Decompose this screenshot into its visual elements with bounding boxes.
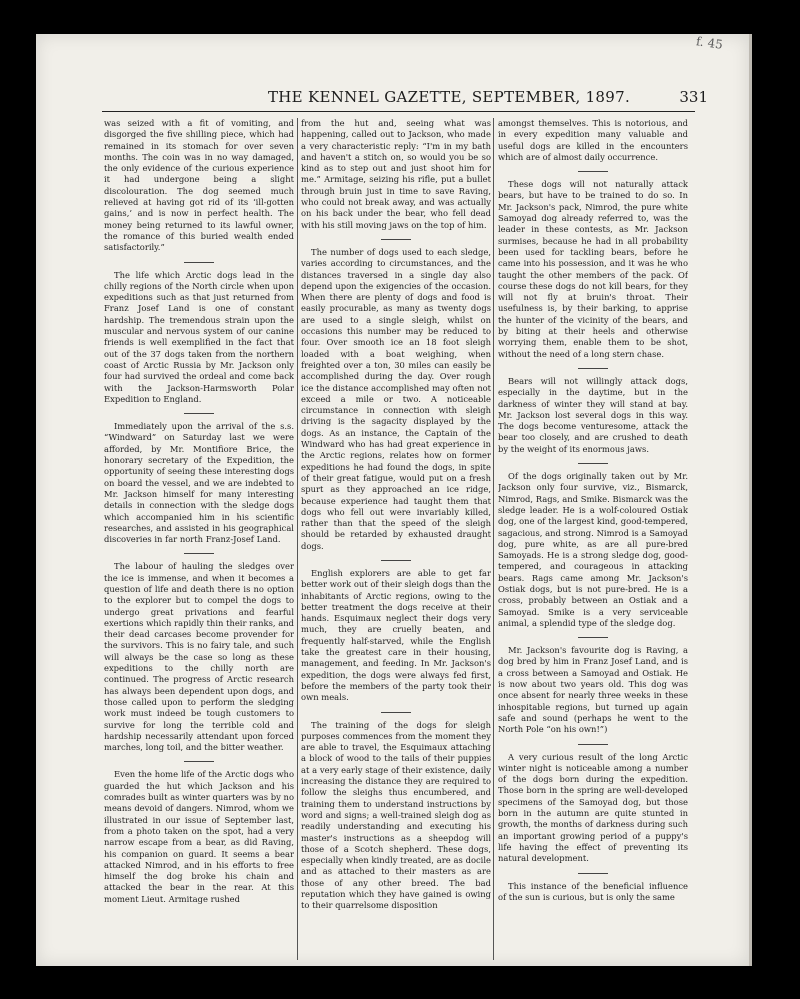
separator bbox=[578, 368, 608, 369]
separator bbox=[578, 744, 608, 745]
running-header bbox=[268, 88, 708, 108]
paragraph: The number of dogs used to each sledge, varies according to circumstances, and the distances traversed in a single day also depend upon the exigencies of the occasion. When there are plenty of dogs and food is easily procurable, as many as twenty dogs are used to a single sleigh, whilst on occasions this number may be reduced to four. Over smooth ice an 18 foot sleigh loaded with a boat weighing, when freighted over a ton, 30 miles can easily be accomplished during the day. Over rough ice the distance accomplished may often not exceed a mile or two. A noticeable circumstance in connection with sleigh driving is the sagacity displayed by the dogs. As an instance, the Captain of the Windward who has had great experience in the Arctic regions, relates how on former expeditions he had found the dogs, in spite of their great fatigue, would put on a fresh spurt as they approached an ice ridge, because experience had taught them that dogs who fell out were invariably killed, rather than that the speed of the sleigh should be retarded by exhausted draught dogs. bbox=[301, 246, 491, 551]
paragraph: The life which Arctic dogs lead in the chilly regions of the North circle when upon expeditions such as that just returned from Franz Josef Land is one of constant hardship. The tremendous strain upon the muscular and nervous system of our canine friends is well exemplified in the fact that out of the 37 dogs taken from the northern coast of Arctic Russia by Mr. Jackson only four had survived the ordeal and come back with the Jackson-Harmsworth Polar Expedition to England. bbox=[104, 269, 294, 404]
separator bbox=[381, 239, 411, 240]
separator bbox=[578, 873, 608, 874]
paragraph: The labour of hauling the sledges over the ice is immense, and when it becomes a question of life and death there is no option to the explorer but to compel the dogs to undergo great privations and fearful exertions which rapidly thin their ranks, and their dead carcases become provender for the survivors. This is no fairy tale, and such will always be the case so long as these expeditions to the chilly north are continued. The progress of Arctic research has always been dependent upon dogs, and those called upon to perform the sledging work must indeed be tough customers to survive for long the terrible cold and hardship necessarily attendant upon forced marches, long toil, and the bitter weather. bbox=[104, 561, 294, 753]
page-number: 331 bbox=[679, 88, 708, 106]
column-divider-1 bbox=[297, 118, 298, 960]
paragraph: Bears will not willingly attack dogs, especially in the daytime, but in the darkness of winter they will stand at bay. Mr. Jackson lost several dogs in this way. The dogs become venturesome, attack the bear too closely, and are crushed to death by the weight of its enormous jaws. bbox=[498, 375, 688, 454]
margin-note: f. 45 bbox=[695, 34, 724, 52]
separator bbox=[578, 463, 608, 464]
paragraph: Immediately upon the arrival of the s.s. “Windward” on Saturday last we were afforded, by Mr. Montifiore Brice, the honorary secretary of the Expedition, the opportunity of seeing these interesting dogs on board the vessel, and we are indebted to Mr. Jackson himself for many interesting details in connection with the sledge dogs which accompanied him in his scientific researches, and assisted in his geographical discoveries in far north Franz-Josef Land. bbox=[104, 421, 294, 545]
paragraph: Even the home life of the Arctic dogs who guarded the hut which Jackson and his comrades built as winter quarters was by no means devoid of dangers. Nimrod, whom we illustrated in our issue of September last, from a photo taken on the spot, had a very narrow escape from a bear, as did Raving, his companion on guard. It seems a bear attacked Nimrod, and in his efforts to free himself the dog broke his chain and attacked the bear in the rear. At this moment Lieut. Armitage rushed bbox=[104, 769, 294, 904]
separator bbox=[184, 553, 214, 554]
header-rule bbox=[102, 111, 695, 112]
paragraph: was seized with a fit of vomiting, and disgorged the five shilling piece, which had remained in its stomach for over seven months. The coin was in no way damaged, the only evidence of the curious experience it had undergone being a slight discolouration. The dog seemed much relieved at having got rid of its ‘ill-gotten gains,’ and is now in perfect health. The money being returned to its lawful owner, the romance of this buried wealth ended satisfactorily.” bbox=[104, 118, 294, 253]
separator bbox=[184, 262, 214, 263]
paragraph: from the hut and, seeing what was happening, called out to Jackson, who made a very characteristic reply: “I'm in my bath and haven't a stitch on, so would you be so kind as to step out and just shoot him for me.” Armitage, seizing his rifle, put a bullet through bruin just in time to save Raving, who could not break away, and was actually on his back under the bear, who fell dead with his still moving jaws on the top of him. bbox=[301, 118, 491, 230]
column-divider-2 bbox=[493, 118, 494, 960]
separator bbox=[578, 171, 608, 172]
paragraph: Of the dogs originally taken out by Mr. Jackson only four survive, viz., Bismarck, Nimrod, Rags, and Smike. Bismarck was the sledge leader. He is a wolf-coloured Ostiak dog, one of the largest kind, good-tempered, sagacious, and strong. Nimrod is a Samoyad dog, pure white, as are all pure-bred Samoyads. He is a strong sledge dog, good-tempered, and courageous in attacking bears. Rags came among Mr. Jackson's Ostiak dogs, but is not pure-bred. He is a cross, probably between an Ostiak and a Samoyad. Smike is a very serviceable animal, a splendid type of the sledge dog. bbox=[498, 471, 688, 628]
separator bbox=[381, 560, 411, 561]
paragraph: English explorers are able to get far better work out of their sleigh dogs than the inhabitants of Arctic regions, owing to the better treatment the dogs receive at their hands. Esquimaux neglect their dogs very much, they are cruelly beaten, and frequently half-starved, while the English take the greatest care in their housing, management, and feeding. In Mr. Jackson's expedition, the dogs were always fed first, before the members of the party took their own meals. bbox=[301, 567, 491, 703]
separator bbox=[381, 712, 411, 713]
column-3 bbox=[498, 118, 688, 960]
separator bbox=[578, 637, 608, 638]
column-2 bbox=[301, 118, 491, 960]
separator bbox=[184, 413, 214, 414]
paragraph: These dogs will not naturally attack bears, but have to be trained to do so. In Mr. Jackson's pack, Nimrod, the pure white Samoyad dog already referred to, was the leader in these contests, as Mr. Jackson surmises, because he had in all probability been used for tackling bears, before he came into his possession, and it was he who taught the other members of the pack. Of course these dogs do not kill bears, for they will not fly at bruin's throat. Their usefulness is, by their barking, to apprise the hunter of the vicinity of the bears, and by biting at their heels and otherwise worrying them, enable them to be shot, without the need of a long stern chase. bbox=[498, 179, 688, 359]
page-edge bbox=[749, 34, 752, 966]
paragraph: Mr. Jackson's favourite dog is Raving, a dog bred by him in Franz Josef Land, and is a cross between a Samoyad and Ostiak. He is now about two years old. This dog was once absent for nearly three weeks in these inhospitable regions, but turned up again safe and sound (perhaps he went to the North Pole “on his own!”) bbox=[498, 645, 688, 735]
paragraph: This instance of the beneficial influence of the sun is curious, but is only the same bbox=[498, 880, 688, 902]
column-1 bbox=[104, 118, 294, 960]
paragraph: amongst themselves. This is notorious, and in every expedition many valuable and useful dogs are killed in the encounters which are of almost daily occurrence. bbox=[498, 118, 688, 162]
publication-title: THE KENNEL GAZETTE, SEPTEMBER, 1897. bbox=[268, 88, 631, 106]
paragraph: The training of the dogs for sleigh purposes commences from the moment they are able to travel, the Esquimaux attaching a block of wood to the tails of their puppies at a very early stage of their existence, daily increasing the distance they are required to follow the sleighs thus encumbered, and training them to understand instructions by word and signs; a well-trained sleigh dog as readily understanding and executing his master's instructions as a sheepdog will those of a Scotch shepherd. These dogs, especially when kindly treated, are as docile and as attached to their masters as are those of any other breed. The bad reputation which they have gained is owing to their quarrelsome disposition bbox=[301, 719, 491, 911]
paragraph: A very curious result of the long Arctic winter night is noticeable among a number of the dogs born during the expedition. Those born in the spring are well-developed specimens of the Samoyad dog, but those born in the autumn are quite stunted in growth, the months of darkness during such an important growing period of a puppy's life having the effect of preventing its natural development. bbox=[498, 751, 688, 864]
separator bbox=[184, 761, 214, 762]
